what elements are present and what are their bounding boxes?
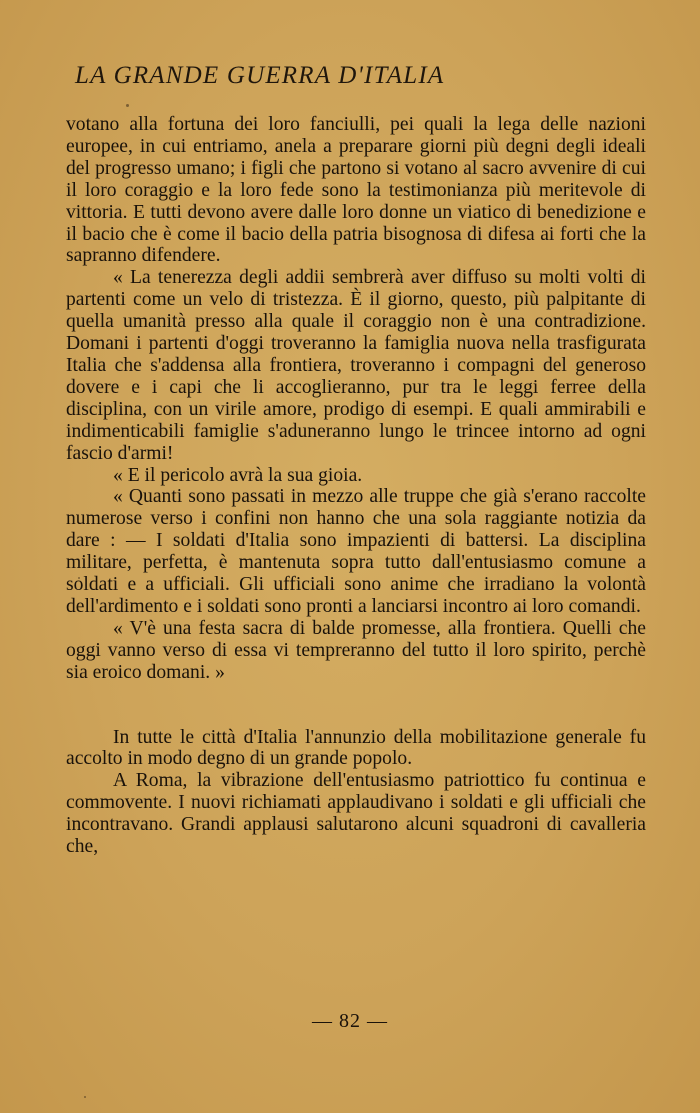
paragraph: « Quanti sono passati in mezzo alle truppe che già s'erano raccolte numerose verso i confini non hanno che una sola raggiante notizia da dare : — I soldati d'Italia sono impazienti di battersi. La disciplina militare, perfetta, è mantenuta sopra tutto dall'entusiasmo comune a soldati e a ufficiali. Gli ufficiali sono anime che irradiano la volontà dell'ardimento e i soldati sono pronti a lanciarsi incontro ai loro comandi. — [66, 486, 646, 617]
section-gap — [66, 684, 646, 727]
running-head: LA GRANDE GUERRA D'ITALIA — [75, 62, 445, 89]
ink-speck — [126, 104, 129, 107]
paragraph: « La tenerezza degli addii sembrerà aver diffuso su molti volti di partenti come un velo di tristezza. È il giorno, questo, più palpitante di quella umanità presso alla quale il coraggio non è una contradizione. Domani i partenti d'oggi troveranno la famiglia nuova nella trasfigurata Italia che s'addensa alla frontiera, troveranno i compagni del generoso dovere e i capi che li accoglieranno, pur tra le leggi ferree della disciplina, con un virile amore, prodigo di esempi. E quali ammirabili e indimenticabili famiglie s'aduneranno lungo le trincee intorno ad ogni fascio d'armi! — [66, 267, 646, 464]
paragraph: In tutte le città d'Italia l'annunzio della mobilitazione generale fu accolto in modo degno di un grande popolo. — [66, 726, 646, 770]
page-number: — 82 — — [312, 1010, 388, 1032]
ink-speck — [84, 1096, 86, 1098]
paragraph-continued: votano alla fortuna dei loro fanciulli, pei quali la lega delle nazioni europee, in cui entriamo, anela a preparare giorni più degni degli ideali del progresso umano; i figli che partono si votano al sacro avvenire di cui il loro coraggio e la loro fede sono la testimonianza più meritevole di vittoria. E tutti devono avere dalle loro donne un viatico di benedizione e il bacio che è come il bacio della patria bisognosa di difesa ai forti che la sapranno difendere. — [66, 114, 646, 267]
paragraph: « E il pericolo avrà la sua gioia. — [113, 464, 363, 486]
paragraph: « V'è una festa sacra di balde promesse, alla frontiera. Quelli che oggi vanno verso di essa vi tempreranno del tutto il loro spirito, perchè sia eroico domani. » — [66, 617, 646, 683]
paragraph: A Roma, la vibrazione dell'entusiasmo patriottico fu continua e commovente. I nuovi richiamati applaudivano i soldati e gli ufficiali che incontravano. Grandi applausi salutarono alcuni squadroni di cavalleria che, — [66, 770, 646, 858]
body-text — [66, 114, 646, 858]
